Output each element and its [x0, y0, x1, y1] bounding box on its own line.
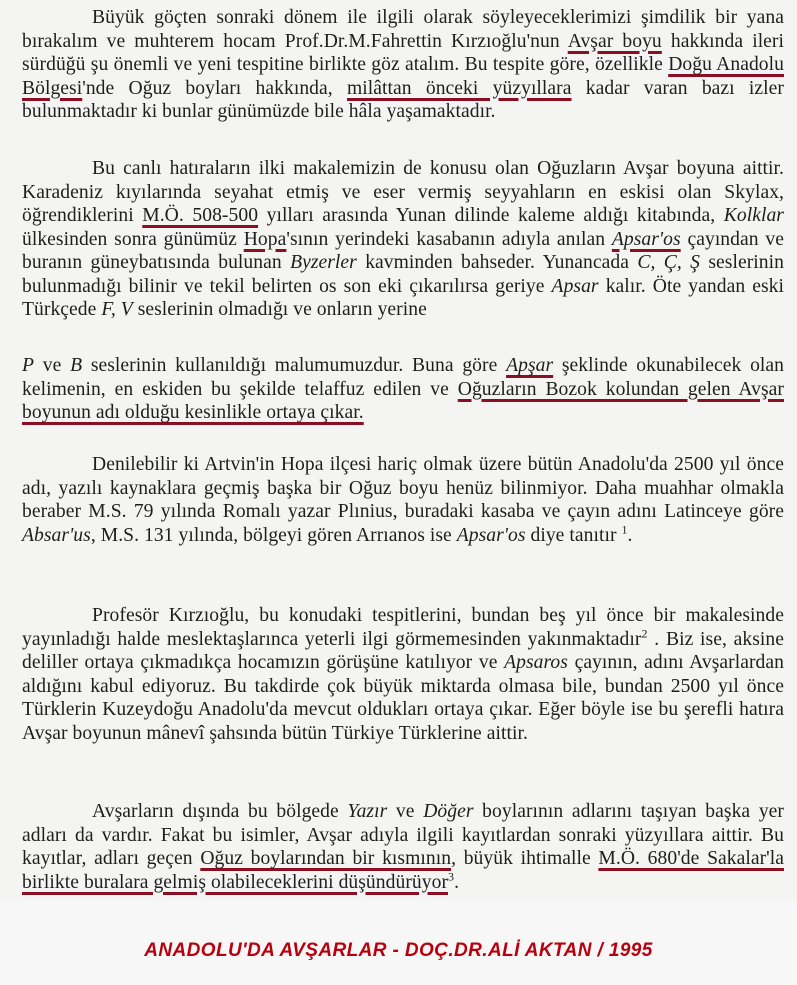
text-run: çayının, adını Avşarlardan aldığını kabul ediyoruz. Bu takdirde çok büyük miktarda olmasa bile, bundan 2500 yıl önce Türklerin Kuzeydoğu Anadolu'da mevcut oldukları ortaya çıkar. Eğer böyle ise bu şerefli hatıra Avşar boyunun mânevî şahsında bütün Türkiye Türklerine aittir. [22, 652, 785, 744]
text-run: Avşarların dışında bu bölgede [92, 801, 348, 822]
text-run: Denilebilir ki Artvin'in Hopa ilçesi hariç olmak üzere bütün Anadolu'da 2500 yıl önce adı, yazılı kaynaklara geçmiş başka bir Oğuz boyu henüz bilinmiyor. Daha muahhar olmakla beraber M.S. 79 yılında Romalı yazar Plınius, buradaki kasaba ve çayın adını Latinceye göre [22, 454, 784, 522]
paragraph-2 [22, 157, 784, 322]
italic-term: C, Ç, Ş [637, 252, 701, 273]
text-run: ülkesinden sonra günümüz [22, 228, 244, 250]
underlined-phrase: Oğuzların Bozok kolundan gelen Avşar boyunun adı olduğu kesinlikle ortaya çıkar. [22, 378, 784, 423]
underlined-phrase: Oğuz boylarından bir kısmının [200, 848, 452, 869]
text-run: seslerinin bulunmadığı bilinir ve tekil belirten os son eki çıkarılırsa geriye [22, 252, 784, 297]
text-run: seslerinin olmadığı ve onların yerine [132, 299, 427, 320]
text-run: ve [34, 355, 71, 376]
italic-term: Döğer [423, 801, 474, 822]
paragraph-4 [22, 453, 784, 547]
underlined-phrase: Avşar boyu [567, 30, 662, 52]
text-run: çayından ve buranın güneybatısında bulunan [22, 228, 784, 273]
underlined-phrase: M.Ö. 680'de Sakalar'la birlikte buralara gelmiş olabileceklerini düşündürüyor [22, 848, 784, 893]
italic-term: Byzerler [290, 252, 357, 273]
text-run: ve [387, 801, 424, 822]
paragraph-5 [22, 604, 784, 745]
text-run: seslerinin kullanıldığı malumumuzdur. Buna göre [82, 355, 507, 376]
italic-term: Yazır [347, 801, 388, 822]
underlined-phrase: Apsar'os [611, 228, 681, 250]
underlined-phrase: M.Ö. 508-500 [142, 205, 259, 226]
italic-term: Apsar [551, 275, 599, 297]
text-run: Bu canlı hatıraların ilki makalemizin de konusu olan Oğuzların Avşar boyuna aittir. Karadeniz kıyılarında seyahat etmiş ve eser vermiş seyyahların en eskisi olan Skylax, öğrendiklerini [22, 158, 784, 226]
text-run: kavminden bahseder. Yunancada [356, 252, 638, 273]
italic-term: B [70, 355, 83, 376]
italic-term: P [22, 355, 35, 376]
text-run: kadar varan bazı izler bulunmaktadır ki bunlar günümüzde bile hâla yaşamaktadır. [22, 77, 784, 122]
text-run: Profesör Kırzıoğlu, bu konudaki tespitlerini, bundan beş yıl önce bir makalesinde yayınladığı halde meslektaşlarınca yeterli ilgi görmemesinden yakınmaktadır [22, 605, 784, 650]
text-run: boylarının adlarını taşıyan başka yer adları da vardır. Fakat bu isimler, Avşar adıyla ilgili kayıtlardan sonraki yüzyıllara aittir. Bu kayıtlar, adları geçen [22, 801, 784, 869]
text-run: . [454, 871, 460, 893]
paragraph-6 [22, 800, 784, 894]
italic-term: F, V [101, 299, 133, 320]
italic-term: Apsar'os [456, 524, 526, 546]
italic-term: Kolklar [723, 205, 784, 226]
paragraph-1 [22, 6, 784, 124]
text-run: yılları arasında Yunan dilinde kaleme aldığı kitabında, [258, 205, 724, 226]
text-run: şeklinde okunabilecek olan kelimenin, en eskiden bu şekilde telaffuz edilen ve [22, 355, 785, 400]
italic-term: Absar'us [22, 524, 91, 546]
footnote-marker: 3 [448, 868, 455, 883]
text-run: kalır. Öte yandan eski Türkçede [22, 275, 784, 320]
footnote-marker: 1 [621, 521, 628, 536]
text-run: , büyük ihtimalle [451, 848, 599, 869]
text-run: 'sının yerindeki kasabanın adıyla anılan [286, 228, 612, 250]
underlined-phrase: Doğu Anadolu Bölgesi [22, 54, 784, 99]
underlined-phrase: Hopa [243, 228, 287, 250]
text-run: Büyük göçten sonraki dönem ile ilgili olarak söyleyeceklerimizi şimdilik bir yana bırakalım ve muhterem hocam Prof.Dr.M.Fahrettin Kırzıoğlu'nun [22, 7, 784, 52]
text-run: hakkında ileri sürdüğü şu önemli ve yeni tespitine birlikte göz atalım. Bu tespite göre, özellikle [22, 30, 784, 75]
underlined-phrase: Apşar [506, 355, 554, 376]
underlined-phrase: milâttan önceki yüzyıllara [346, 77, 572, 99]
text-run: 'nde Oğuz boyları hakkında, [82, 77, 347, 99]
source-caption: ANADOLU'DA AVŞARLAR - DOÇ.DR.ALİ AKTAN / 1995 [144, 940, 653, 961]
text-run: . [627, 524, 633, 546]
paragraph-3 [22, 354, 784, 425]
text-run: diye tanıtır [525, 524, 622, 546]
italic-term: Apsaros [504, 652, 568, 673]
text-run: . Biz ise, aksine deliller ortaya çıkmadıkça hocamızın görüşüne katılıyor ve [22, 628, 784, 673]
footnote-marker: 2 [641, 625, 648, 640]
text-run: , M.S. 131 yılında, bölgeyi gören Arrıanos ise [90, 524, 457, 546]
